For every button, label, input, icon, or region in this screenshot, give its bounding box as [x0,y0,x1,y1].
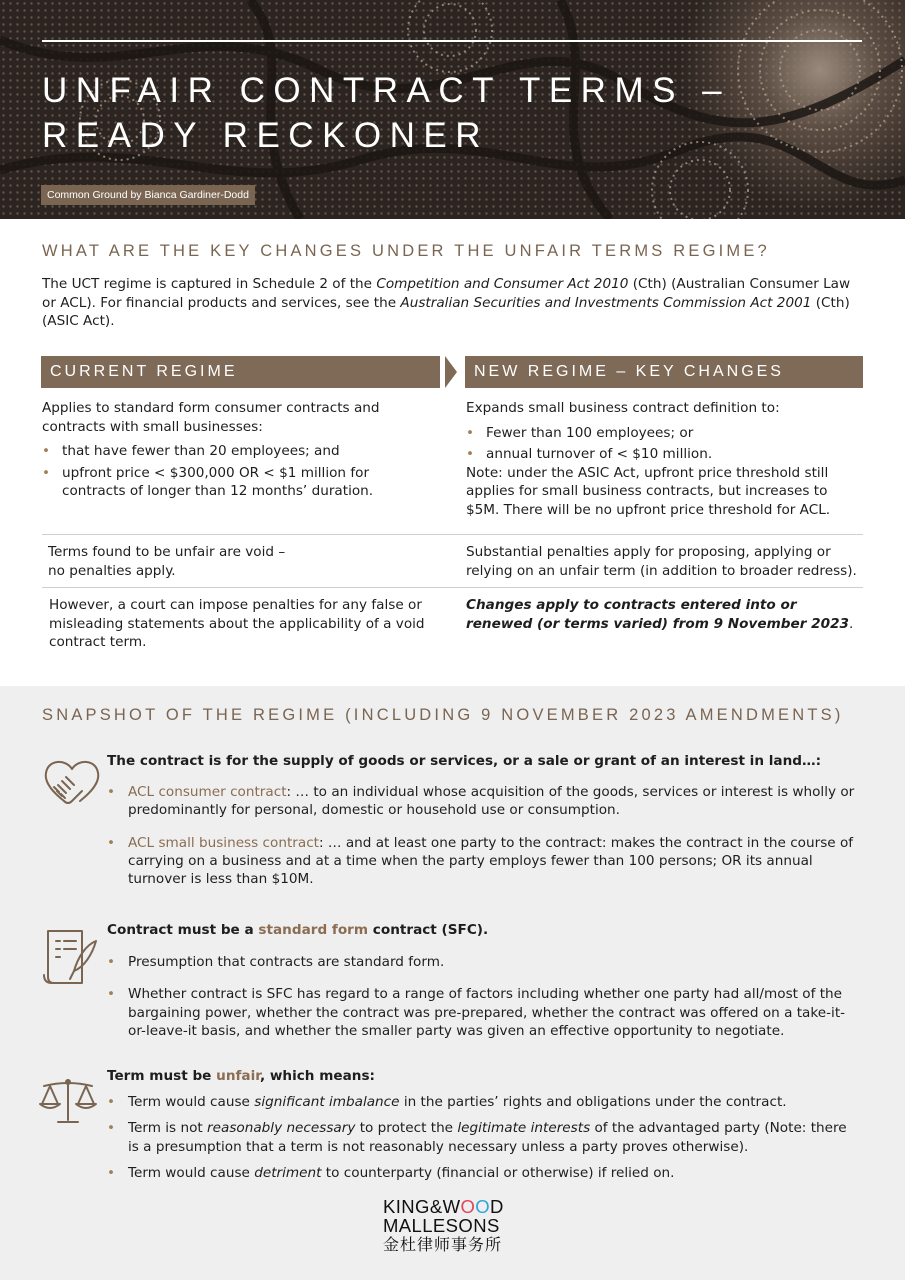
contract-supply-block [107,752,859,888]
logo-text: KING&W [383,1196,461,1217]
text-run: of the advantaged party (Note: there is a presumption that a term is not reasonably necessary unless a party proves otherwise). [128,1120,847,1155]
cell-text [466,596,858,633]
emphasis-text: Competition and Consumer Act 2010 [376,276,629,292]
list-item: • annual turnover of < $10 million. [466,445,858,464]
cell-text: Expands small business contract definition to: [466,400,780,416]
emphasis-text: legitimate interests [457,1120,591,1137]
page-title [42,68,730,158]
lead-text: contract (SFC). [368,922,489,938]
list-item: • Fewer than 100 employees; or [466,424,858,443]
intro-paragraph [42,275,864,331]
text-run: to protect the [355,1120,458,1137]
cell-note: Note: under the ASIC Act, upfront price threshold still applies for small business contracts, but increases to $5M. There will be no upfront price threshold for ACL. [466,464,831,518]
new-regime-scope [466,399,858,519]
list-item [107,783,859,819]
snapshot-heading: SNAPSHOT OF THE REGIME (INCLUDING 9 NOVEMBER 2023 AMENDMENTS) [42,706,844,724]
new-regime-penalties [466,543,864,580]
unfair-term: unfair [216,1068,260,1084]
lead-text: , which means: [259,1068,375,1084]
cell-text: Terms found to be unfair are void – [48,544,286,560]
logo-text: D [490,1196,504,1217]
logo-rings [460,1196,490,1217]
period: . [848,615,854,632]
emphasis-text: reasonably necessary [207,1120,356,1137]
list-item: • that have fewer than 20 employees; and [42,442,412,461]
scales-icon [38,1076,98,1126]
hero-rule [42,40,862,42]
acl-consumer-term: ACL consumer contract [128,784,287,801]
key-changes-heading: WHAT ARE THE KEY CHANGES UNDER THE UNFAIR TERMS REGIME? [42,242,770,260]
logo-line-1 [383,1197,523,1216]
current-regime-scope [42,399,412,504]
item-text: : … and at least one party to the contract: makes the contract in the course of carrying on a business and at a time when the party employs fewer than 100 persons; OR its annual turnover is less than $10M. [128,834,854,888]
cell-text: However, a court can impose penalties for any false or misleading statements about the applicability of a void contract term. [49,597,425,650]
block-lead [107,921,859,939]
new-regime-commencement [466,596,858,633]
list-item: • Presumption that contracts are standard form. [107,953,859,971]
text-run: (Cth) (Australian Consumer Law or ACL). For financial products and services, see the [42,276,851,311]
bullet-list [107,783,859,888]
emphasis-text: significant imbalance [254,1094,400,1111]
new-regime-header: NEW REGIME – KEY CHANGES [465,356,863,388]
arrow-right-icon [445,356,457,388]
text-run: Term is not [128,1120,208,1137]
logo-ring-letter: O [475,1196,491,1217]
list-item [107,1164,859,1182]
lead-text: Contract must be a [107,922,259,938]
logo-line-2: MALLESONS [383,1215,500,1236]
bullet-list [107,1093,859,1182]
list-item [107,834,859,889]
standard-form-term: standard form [258,922,369,938]
hero-banner [0,0,905,219]
text-run: The UCT regime is captured in Schedule 2 of the [42,276,377,292]
text-run: to counterparty (financial or otherwise) if relied on. [321,1164,675,1181]
title-line-1: UNFAIR CONTRACT TERMS – [42,71,731,110]
list-item [107,1093,859,1111]
acl-small-business-term: ACL small business contract [128,834,320,851]
artwork-credit: Common Ground by Bianca Gardiner-Dodd [41,185,255,205]
commencement-text: Changes apply to contracts entered into or renewed (or terms varied) from 9 November 2023 [466,597,849,632]
handshake-heart-icon [42,757,102,809]
bullet-list [107,953,859,1040]
row-divider [42,587,863,588]
block-lead [107,1067,859,1085]
text-run: Term would cause [128,1164,255,1181]
list-item: • upfront price < $300,000 OR < $1 million for contracts of longer than 12 months’ duration. [42,464,412,501]
text-run: Term would cause [128,1094,255,1111]
cell-text: no penalties apply. [48,562,176,579]
cell-text: Substantial penalties apply for proposing, applying or relying on an unfair term (in addition to broader redress). [466,544,857,579]
text-run: in the parties’ rights and obligations under the contract. [399,1094,787,1111]
item-text: : … to an individual whose acquisition of the goods, services or interest is wholly or predominantly for personal, domestic or household use or consumption. [128,784,855,819]
current-regime-header: CURRENT REGIME [41,356,440,388]
cell-text: Applies to standard form consumer contracts and contracts with small businesses: [42,400,380,435]
title-line-2: READY RECKONER [42,116,490,155]
row-divider [42,534,863,535]
unfair-term-block [107,1067,859,1182]
bullet-list [42,442,412,501]
logo-line-3: 金杜律师事务所 [383,1235,503,1254]
block-lead: The contract is for the supply of goods or services, or a sale or grant of an interest in land…: [107,753,822,769]
logo-ring-letter: O [460,1196,476,1217]
standard-form-block [107,921,859,1040]
emphasis-text: detriment [254,1164,322,1181]
lead-text: Term must be [107,1068,217,1084]
text-run: (Cth) (ASIC Act). [42,294,850,329]
list-item: • Whether contract is SFC has regard to a range of factors including whether one party had all/most of the bargaining power, whether the contract was pre-prepared, whether the contract was offered on a take-it-or-leave-it basis, and whether the smaller party was given an effective opportunity to negotiate. [107,985,859,1040]
current-regime-misleading [49,596,429,652]
document-quill-icon [42,927,100,987]
emphasis-text: Australian Securities and Investments Commission Act 2001 [400,294,812,311]
current-regime-penalties [48,543,428,580]
bullet-list [466,424,858,464]
kwm-logo [383,1197,523,1255]
list-item [107,1119,859,1155]
